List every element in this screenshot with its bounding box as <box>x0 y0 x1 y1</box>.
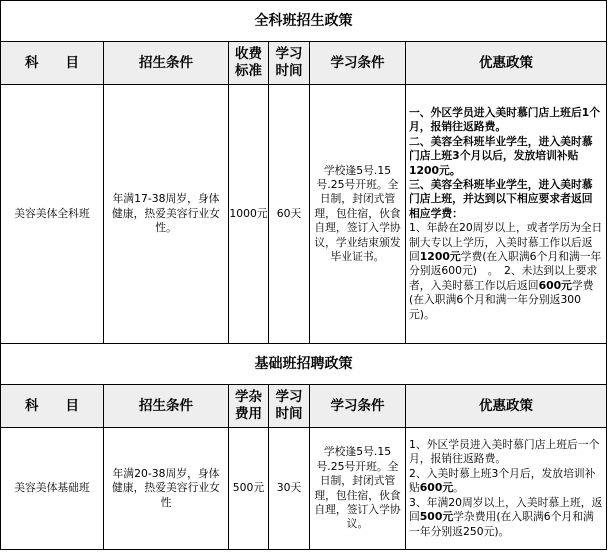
policy-detail-text: 学费(在入职满6个月和满一年分别返600元) 。 2、未达到以上要求者，入美时慕工作以后返回 <box>409 250 602 292</box>
policy-amount: 600元 <box>538 278 572 292</box>
study-cell: 学校逢5号.15号.25号开班。全日制，封闭式管理，包住宿，伙食自理，签订入学协议。 <box>310 428 406 550</box>
fee-cell: 1000元 <box>229 85 269 344</box>
policy-detail-text: 2、入美时慕上班3个月后，发放培训补贴 <box>409 466 596 495</box>
policy-detail-text: 3、年满20周岁以上，入美时慕上班，返回 <box>409 495 603 524</box>
header-fee: 收费标准 <box>229 42 269 85</box>
policy-item <box>409 496 603 539</box>
header-study: 学习条件 <box>310 385 406 428</box>
policy-detail-text: 。 <box>453 481 464 495</box>
header-policy: 优惠政策 <box>406 385 607 428</box>
section1-data-row <box>1 85 607 344</box>
conditions-cell: 年满17-38周岁，身体健康，热爱美容行业女性。 <box>104 85 229 344</box>
header-subject: 科 目 <box>1 385 104 428</box>
section2-title: 基础班招聘政策 <box>1 344 607 385</box>
policy-detail-text: 1、年龄在20周岁以上，或者学历为全日制大专以上学历，入美时慕工作以后返回 <box>409 221 603 264</box>
policy-item: 1、外区学员进入美时慕门店上班后一个月，报销往返路费。 <box>409 438 600 466</box>
header-study: 学习条件 <box>310 42 406 85</box>
subject-cell: 美容美体基础班 <box>1 428 104 550</box>
conditions-cell: 年满20-38周岁，身体健康，热爱美容行业女性 <box>104 428 229 550</box>
policy-amount: 1200元 <box>419 250 461 264</box>
policy-cell <box>406 428 607 550</box>
policy-detail-text: 学费(在入职满6个月和满一年分别返300元)。 <box>409 278 594 321</box>
policy-cell <box>406 85 607 344</box>
subject-cell: 美容美体全科班 <box>1 85 104 344</box>
header-conditions: 招生条件 <box>104 42 229 85</box>
policy-detail <box>409 221 603 322</box>
policy-amount: 500元 <box>419 510 454 524</box>
header-conditions: 招生条件 <box>104 385 229 428</box>
policy-item <box>409 467 603 496</box>
section2-data-row <box>1 428 607 550</box>
policy-item: 二、美容全科班毕业学生，进入美时慕门店上班3个月以后，发放培训补贴1200元。 <box>409 134 593 177</box>
duration-cell: 60天 <box>269 85 310 344</box>
study-cell: 学校逢5号.15号.25号开班。全日制，封闭式管理，包住宿，伙食自理，签订入学协议，学业结束颁发毕业证书。 <box>310 85 406 344</box>
header-policy: 优惠政策 <box>406 42 607 85</box>
policy-amount: 600元 <box>419 481 454 495</box>
policy-detail-text: 学杂费用(在入职满6个月和满一年分别返250元)。 <box>409 510 594 538</box>
section2-header-row <box>1 385 607 428</box>
header-duration: 学习时间 <box>269 42 310 85</box>
policy-item: 三、美容全科班毕业学生，进入美时慕门店上班，并达到以下相应要求者返回相应学费： <box>409 177 593 220</box>
section1-title: 全科班招生政策 <box>1 1 607 42</box>
section1-header-row <box>1 42 607 85</box>
policy-item: 一、外区学员进入美时慕门店上班后1个月，报销往返路费。 <box>409 105 601 134</box>
header-fee: 学杂费用 <box>229 385 269 428</box>
header-subject: 科 目 <box>1 42 104 85</box>
fee-cell: 500元 <box>229 428 269 550</box>
header-duration: 学习时间 <box>269 385 310 428</box>
duration-cell: 30天 <box>269 428 310 550</box>
